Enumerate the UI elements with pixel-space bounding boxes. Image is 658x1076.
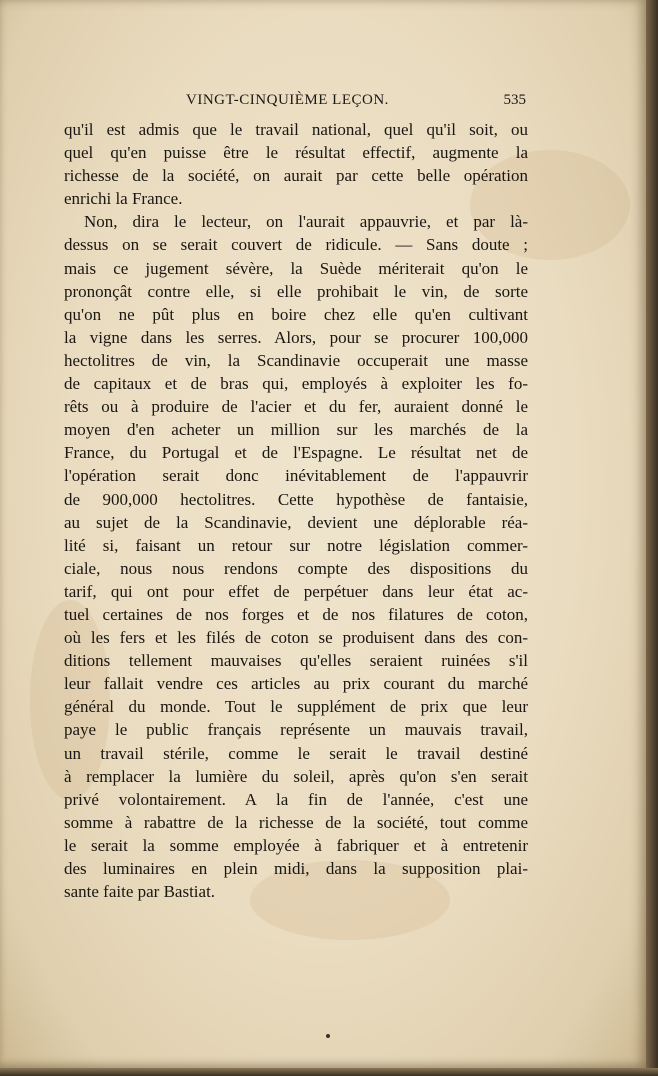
text-line: lité si, faisant un retour sur notre législation commer- (64, 535, 528, 555)
page-edge-bottom (0, 1068, 658, 1076)
text-line: la vigne dans les serres. Alors, pour se procurer 100,000 (64, 327, 528, 347)
text-line: l'opération serait donc inévitablement de l'appauvrir (64, 466, 528, 486)
text-line: privé volontairement. A la fin de l'année, c'est une (64, 789, 528, 809)
text-line: leur fallait vendre ces articles au prix courant du marché (64, 674, 528, 694)
text-line: le serait la somme employée à fabriquer et à entretenir (64, 835, 528, 855)
text-line: paye le public français représente un mauvais travail, (64, 720, 528, 740)
text-line: hectolitres de vin, la Scandinavie occuperait une masse (64, 350, 528, 370)
text-line: ciale, nous nous rendons compte des dispositions du (64, 558, 528, 578)
text-line: mais ce jugement sévère, la Suède mériterait qu'on le (64, 258, 528, 278)
text-line: qu'il est admis que le travail national, quel qu'il soit, ou (64, 120, 528, 139)
text-line: prononçât contre elle, si elle prohibait le vin, de sorte (64, 281, 528, 301)
text-line: tuel certaines de nos forges et de nos filatures de coton, (64, 604, 528, 624)
page-number: 535 (503, 92, 526, 108)
text-line: des luminaires en plein midi, dans la supposition plai- (64, 859, 528, 878)
text-line: rêts ou à produire de l'acier et du fer, auraient donné le (64, 397, 528, 417)
page-edge-right (646, 0, 658, 1076)
running-head: VINGT-CINQUIÈME LEÇON. (186, 92, 389, 108)
text-line: à remplacer la lumière du soleil, après qu'on s'en serait (64, 766, 528, 786)
text-line: enrichi la France. (64, 189, 183, 209)
text-line: France, du Portugal et de l'Espagne. Le résultat net de (64, 443, 528, 463)
text-line: somme à rabattre de la richesse de la société, tout comme (64, 812, 528, 832)
text-line: Non, dira le lecteur, on l'aurait appauvrie, et par là- (84, 212, 528, 232)
text-line: où les fers et les filés de coton se produisent dans des con- (64, 628, 528, 648)
text-line: ditions tellement mauvaises qu'elles seraient ruinées s'il (64, 651, 528, 671)
text-line: de capitaux et de bras qui, employés à exploiter les fo- (64, 374, 528, 394)
text-line: tarif, qui ont pour effet de perpétuer dans leur état ac- (64, 581, 528, 601)
text-line: de 900,000 hectolitres. Cette hypothèse de fantaisie, (64, 489, 528, 509)
text-line: général du monde. Tout le supplément de prix que leur (64, 697, 528, 717)
text-line: un travail stérile, comme le serait le travail destiné (64, 743, 528, 763)
body-text (64, 118, 528, 903)
text-line: moyen d'en acheter un million sur les marchés de la (64, 420, 528, 440)
text-line: dessus on se serait couvert de ridicule. — Sans doute ; (64, 235, 528, 255)
text-line: sante faite par Bastiat. (64, 882, 216, 902)
text-line: qu'on ne pût plus en boire chez elle qu'en cultivant (64, 304, 528, 324)
ink-dot (326, 1034, 330, 1038)
text-line: au sujet de la Scandinavie, devient une déplorable réa- (64, 512, 528, 532)
text-line: quel qu'en puisse être le résultat effectif, augmente la (64, 143, 528, 163)
page-header (186, 92, 526, 116)
text-line: richesse de la société, on aurait par cette belle opération (64, 166, 528, 186)
